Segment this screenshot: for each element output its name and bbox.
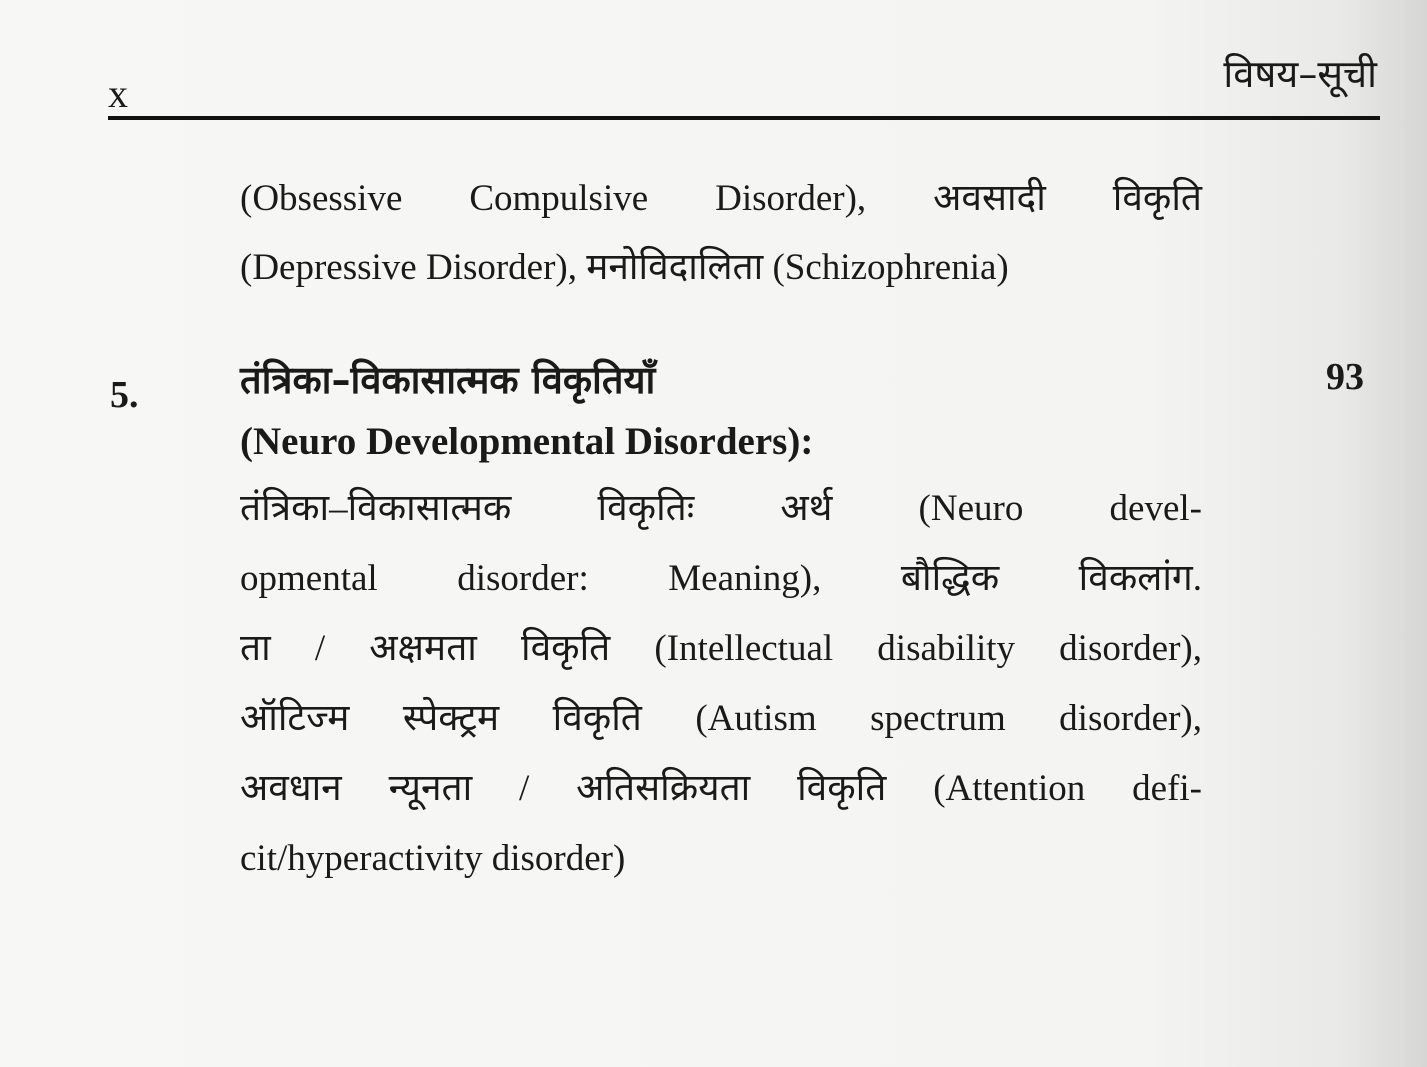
continuation-line-2: (Depressive Disorder), मनोविदालिता (Schizophrenia): [240, 247, 1009, 288]
entry-body-line: cit/hyperactivity disorder): [240, 838, 626, 879]
entry-body-line: तंत्रिका–विकासात्मक विकृतिः अर्थ (Neuro devel-: [240, 488, 1202, 529]
header-rule: [108, 116, 1380, 120]
continuation-line-1: (Obsessive Compulsive Disorder), अवसादी विकृति: [240, 178, 1202, 219]
entry-title-english: (Neuro Developmental Disorders):: [240, 420, 814, 463]
entry-page-number: 93: [1326, 356, 1364, 398]
page-number-roman: x: [108, 71, 128, 116]
entry-body-line: अवधान न्यूनता / अतिसक्रियता विकृति (Attention defi-: [240, 768, 1202, 809]
entry-number: 5.: [110, 374, 139, 416]
entry-body-line: opmental disorder: Meaning), बौद्धिक विकलांग.: [240, 558, 1202, 599]
entry-body-line: ता / अक्षमता विकृति (Intellectual disability disorder),: [240, 628, 1202, 669]
running-header-title: विषय–सूची: [1223, 52, 1377, 96]
entry-body-line: ऑटिज्म स्पेक्ट्रम विकृति (Autism spectrum disorder),: [240, 698, 1202, 739]
entry-title-hindi: तंत्रिका–विकासात्मक विकृतियाँ: [240, 358, 656, 402]
